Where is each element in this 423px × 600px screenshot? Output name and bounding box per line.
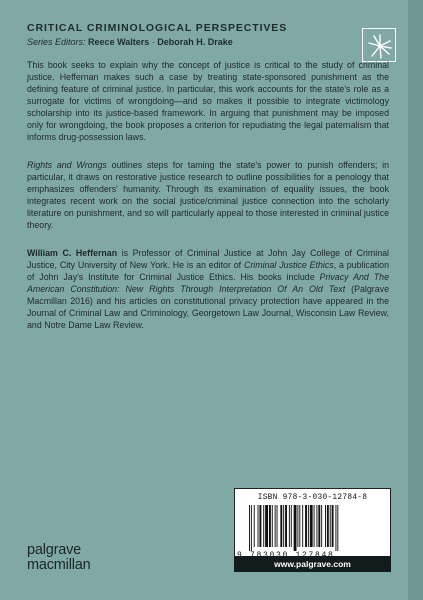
author-name: William C. Heffernan bbox=[27, 248, 118, 258]
series-editor-2: Deborah H. Drake bbox=[157, 37, 233, 47]
barcode-bars bbox=[249, 505, 376, 551]
barcode-bar bbox=[265, 505, 268, 547]
barcode-bar bbox=[275, 505, 276, 547]
series-editor-1: Reece Walters bbox=[88, 37, 150, 47]
barcode-bar bbox=[289, 505, 290, 547]
barcode-bar bbox=[258, 505, 259, 547]
barcode-bar bbox=[302, 505, 303, 547]
publisher-url[interactable]: www.palgrave.com bbox=[274, 559, 351, 569]
barcode-bar bbox=[254, 505, 255, 547]
publisher-name-line-1: palgrave bbox=[27, 542, 82, 558]
barcode-bar bbox=[297, 505, 298, 547]
barcode-bar bbox=[310, 505, 313, 547]
barcode-bar bbox=[325, 505, 326, 547]
barcode-bar bbox=[280, 505, 282, 547]
publisher-logo bbox=[27, 543, 90, 573]
publisher-name-line-2: macmillan bbox=[27, 557, 91, 573]
book-title: Rights and Wrongs bbox=[27, 160, 107, 170]
journal-title: Criminal Justice Ethics bbox=[243, 260, 334, 270]
barcode-bar bbox=[335, 505, 336, 551]
series-logo bbox=[362, 28, 396, 62]
barcode-bar bbox=[294, 505, 297, 551]
barcode-bar bbox=[330, 505, 331, 547]
barcode-bar bbox=[318, 505, 320, 547]
barcode-bar bbox=[249, 505, 250, 551]
barcode-bar bbox=[283, 505, 284, 547]
series-editors bbox=[27, 37, 233, 47]
barcode-bar bbox=[337, 505, 338, 551]
barcode-bar bbox=[332, 505, 334, 547]
barcode-bar bbox=[263, 505, 264, 547]
barcode-bar bbox=[299, 505, 300, 547]
isbn-label: ISBN 978-3-030-12784-8 bbox=[257, 494, 368, 502]
series-title: CRITICAL CRIMINOLOGICAL PERSPECTIVES bbox=[27, 22, 288, 34]
editor-separator: · bbox=[151, 37, 155, 47]
author-bio-text-b: , a publication of John Jay's Institute for Criminal Justice Ethics. His books include bbox=[27, 260, 390, 282]
barcode-bar bbox=[259, 505, 261, 547]
author-bio-text-c: (Palgrave Macmillan 2016) and his articles on constitutional privacy protection have appeared in the Journal of Criminal Law and Criminology, Georgetown Law Journal, Wisconsin Law Review, and Notre Dame Law Review. bbox=[27, 284, 389, 330]
blurb-paragraph-2 bbox=[27, 159, 389, 231]
asterisk-flower-icon bbox=[363, 29, 397, 63]
blurb-paragraph-1: This book seeks to explain why the concept of justice is critical to the study of criminal justice. Heffernan makes such a case by treating state-sponsored punishment as the defining feature of criminal justice. In particular, this work accounts for the state's role as a surrogate for victims of wrongdoing—and so makes it possible to integrate victimology scholarship into its justice-based framework. In arguing that punishment may be imposed only for wrongdoing, the book proposes a criterion for repudiating the legal paternalism that informs drug-possession laws. bbox=[27, 60, 389, 142]
barcode-bar bbox=[272, 505, 273, 547]
barcode-bar bbox=[308, 505, 309, 547]
barcode-bar bbox=[305, 505, 307, 547]
barcode-bar bbox=[321, 505, 322, 547]
series-editors-label: Series Editors: bbox=[27, 37, 86, 47]
previous-book-title: Privacy And The American Constitution: New Rights Through Interpretation Of An Old Text bbox=[27, 272, 389, 294]
barcode-bar bbox=[277, 505, 278, 547]
blurb-paragraph-2-text: outlines steps for taming the state's power to punish offenders; in particular, it draws on restorative justice research to outline possibilities for a penology that emphasizes offenders' humanity. Through its examination of equality issues, the book integrates recent work on the social justice/criminal justice connection into the scholarly literature on punishment, and so will particularly appeal to those interested in criminal justice theory. bbox=[27, 160, 389, 230]
barcode-bar bbox=[314, 505, 315, 547]
barcode-bar bbox=[251, 505, 252, 551]
barcode-bar bbox=[285, 505, 287, 547]
author-bio-text-a: is Professor of Criminal Justice at John Jay College of Criminal Justice, City University of New York. He is an editor of bbox=[27, 248, 390, 270]
publisher-url-bar bbox=[234, 556, 391, 572]
cover-edge bbox=[408, 0, 423, 600]
barcode-bar bbox=[316, 505, 317, 547]
author-bio bbox=[27, 247, 389, 331]
barcode-bar bbox=[291, 505, 292, 547]
barcode-bar bbox=[327, 505, 329, 547]
barcode-bar bbox=[269, 505, 271, 547]
